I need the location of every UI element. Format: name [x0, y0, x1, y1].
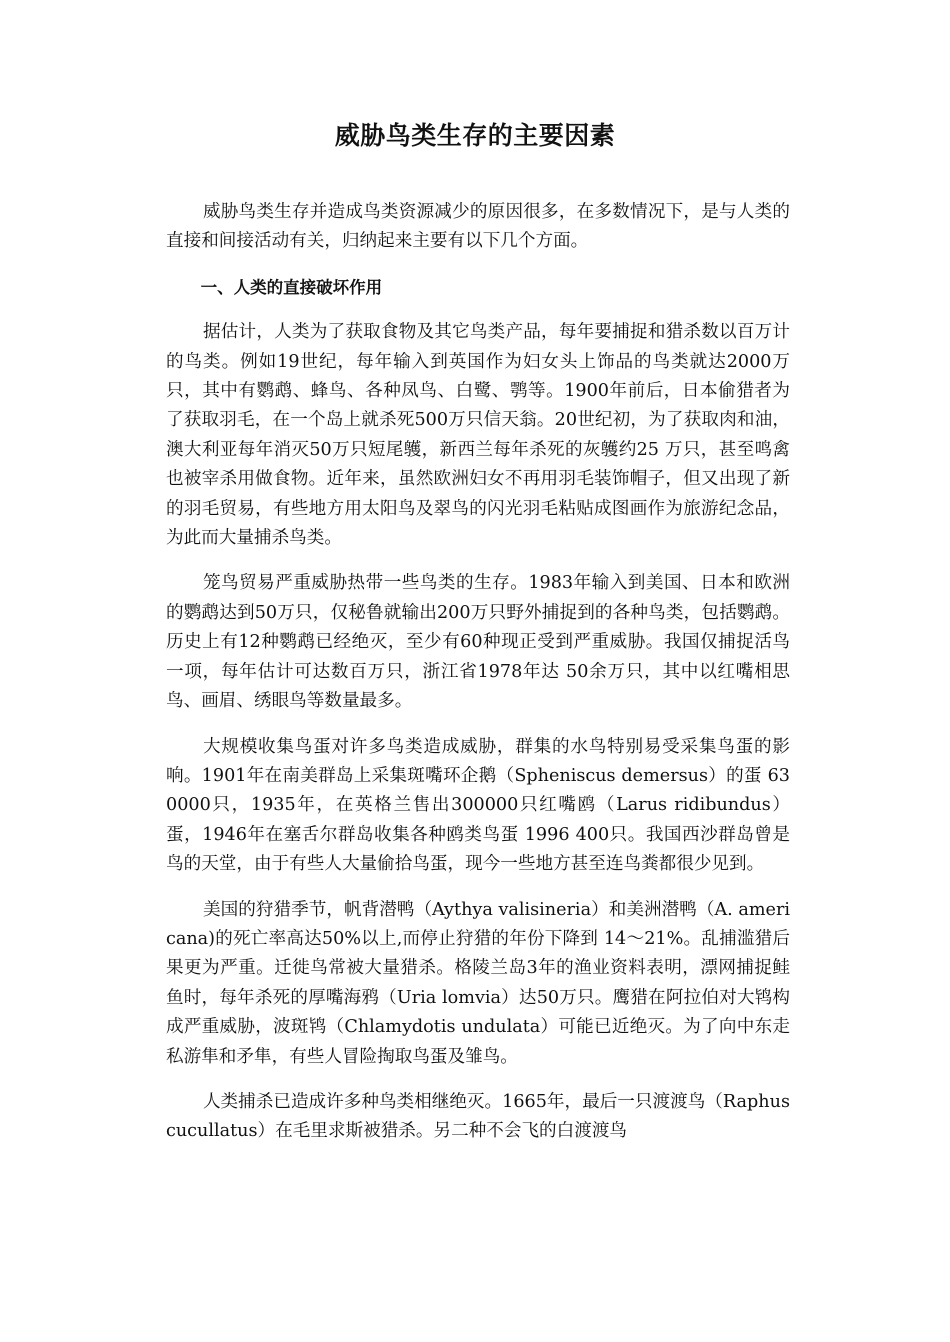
paragraph-hunting-season: 美国的狩猎季节，帆背潜鸭（Aythya valisineria）和美洲潜鸭（A. americana)的死亡率高达50%以上,而停止狩猎的年份下降到 14～21%。乱捕滥猎后果更为严重。迁徙鸟常被大量猎杀。格陵兰岛3年的渔业资料表明，漂网捕捉鲑鱼时，每年杀死的厚嘴海鸦（Uria lomvia）达50万只。鹰猎在阿拉伯对大鸨构成严重威胁，波斑鸨（Chlamydotis undulata）可能已近绝灭。为了向中东走私游隼和矛隼，有些人冒险掏取鸟蛋及雏鸟。 [166, 899, 790, 1067]
paragraph-cage-bird-trade: 笼鸟贸易严重威胁热带一些鸟类的生存。1983年输入到美国、日本和欧洲的鹦鹉达到50万只，仅秘鲁就输出200万只野外捕捉到的各种鸟类，包括鹦鹉。历史上有12种鹦鹉已经绝灭，至少有60种现正受到严重威胁。我国仅捕捉活鸟一项，每年估计可达数百万只，浙江省1978年达 50余万只，其中以红嘴相思鸟、画眉、绣眼鸟等数量最多。 [166, 573, 790, 712]
paragraph-extinctions: 人类捕杀已造成许多种鸟类相继绝灭。1665年，最后一只渡渡鸟（Raphus cucullatus）在毛里求斯被猎杀。另二种不会飞的白渡渡鸟 [166, 1091, 790, 1142]
page-title: 威胁鸟类生存的主要因素 [334, 121, 616, 150]
section-heading: 一、人类的直接破坏作用 [200, 277, 383, 297]
article-body [166, 198, 790, 1163]
paragraph-hunting-products: 据估计，人类为了获取食物及其它鸟类产品，每年要捕捉和猎杀数以百万计的鸟类。例如19世纪，每年输入到英国作为妇女头上饰品的鸟类就达2000万只，其中有鹦鹉、蜂鸟、各种凤鸟、白鹭、鹗等。1900年前后，日本偷猎者为了获取羽毛，在一个岛上就杀死500万只信天翁。20世纪初，为了获取肉和油，澳大利亚每年消灭50万只短尾鹱，新西兰每年杀死的灰鹱约25 万只，甚至鸣禽也被宰杀用做食物。近年来，虽然欧洲妇女不再用羽毛装饰帽子，但又出现了新的羽毛贸易，有些地方用太阳鸟及翠鸟的闪光羽毛粘贴成图画作为旅游纪念品，为此而大量捕杀鸟类。 [166, 322, 790, 549]
paragraph-egg-collection: 大规模收集鸟蛋对许多鸟类造成威胁，群集的水鸟特别易受采集鸟蛋的影响。1901年在南美群岛上采集斑嘴环企鹅（Spheniscus demersus）的蛋 630000只，1935年，在英格兰售出300000只红嘴鸥（Larus ridibundus）蛋，1946年在塞舌尔群岛收集各种鸥类鸟蛋 1996 400只。我国西沙群岛曾是鸟的天堂，由于有些人大量偷拾鸟蛋，现今一些地方甚至连鸟粪都很少见到。 [166, 736, 790, 875]
intro-paragraph: 威胁鸟类生存并造成鸟类资源减少的原因很多，在多数情况下，是与人类的直接和间接活动有关，归纳起来主要有以下几个方面。 [166, 202, 790, 252]
